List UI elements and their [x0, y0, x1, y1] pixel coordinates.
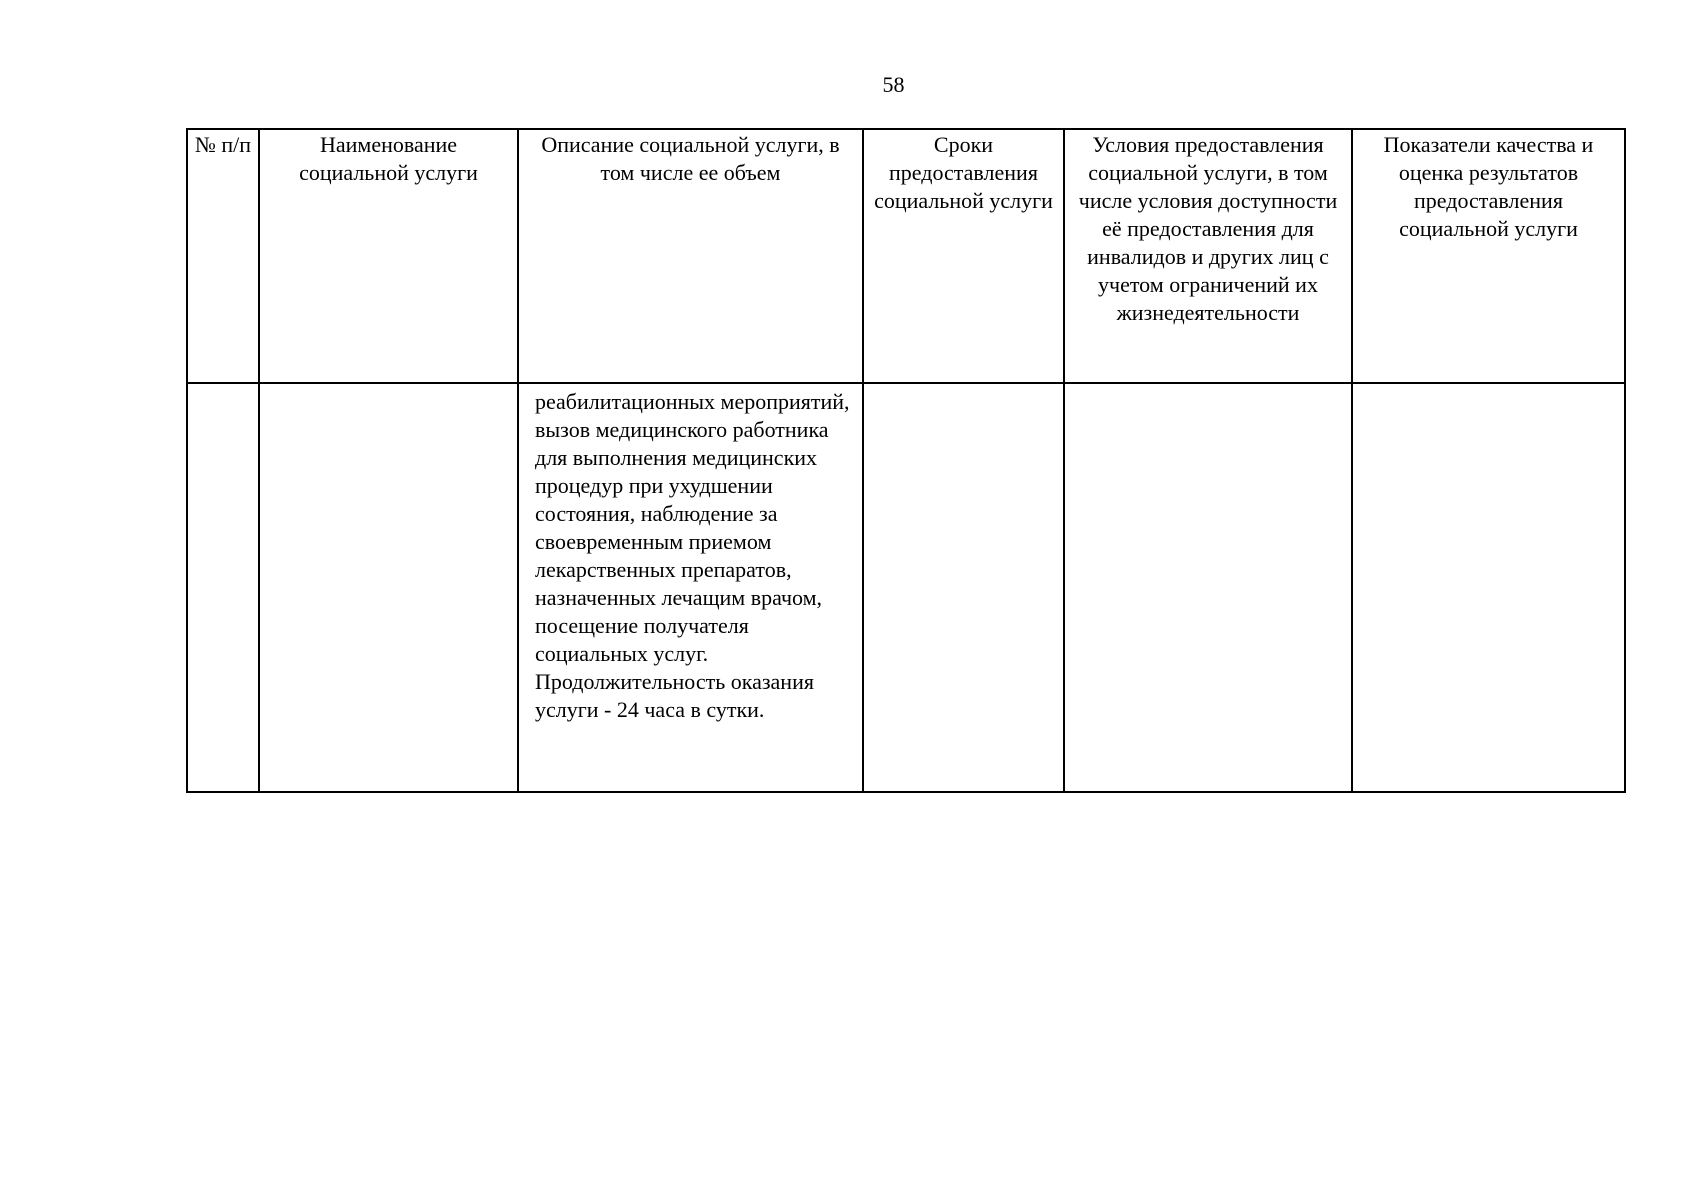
- cell-quality: [1352, 383, 1625, 792]
- cell-description: [518, 383, 863, 792]
- page-number: 58: [882, 72, 905, 97]
- services-table: [186, 128, 1626, 793]
- header-service-name: Наименование социальной услуги: [259, 129, 518, 383]
- header-terms: Сроки предоставления социальной услуги: [863, 129, 1064, 383]
- header-description: Описание социальной услуги, в том числе ее объем: [518, 129, 863, 383]
- table-row: [187, 383, 1625, 792]
- description-paragraph: реабилитационных мероприятий, вызов медицинского работника для выполнения медицинских процедур при ухудшении состояния, наблюдение за своевременным приемом лекарственных препаратов, назначенных лечащим врачом, посещение получателя социальных услуг.: [535, 389, 850, 666]
- cell-service-name: [259, 383, 518, 792]
- cell-terms: [863, 383, 1064, 792]
- cell-number: [187, 383, 259, 792]
- table-header-row: [187, 129, 1625, 383]
- header-conditions: Условия предоставления социальной услуги, в том числе условия доступности её предоставления для инвалидов и других лиц с учетом ограничений их жизнедеятельности: [1064, 129, 1352, 383]
- cell-conditions: [1064, 383, 1352, 792]
- header-quality: Показатели качества и оценка результатов предоставления социальной услуги: [1352, 129, 1625, 383]
- header-number: № п/п: [187, 129, 259, 383]
- description-paragraph: Продолжительность оказания услуги - 24 часа в сутки.: [535, 669, 814, 722]
